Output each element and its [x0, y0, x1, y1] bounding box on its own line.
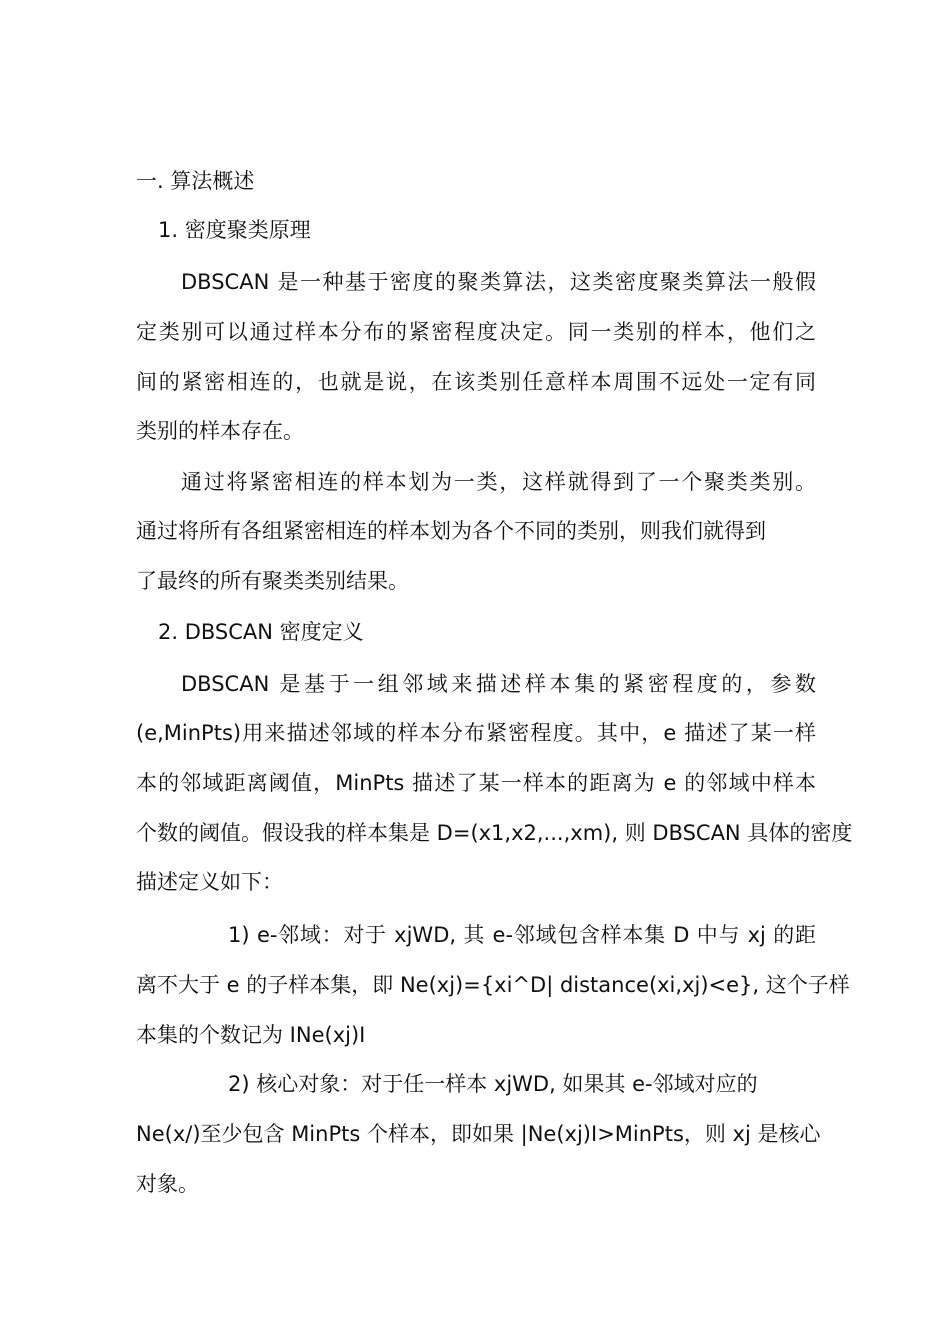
paragraph-line: (e,MinPts)用来描述邻域的样本分布紧密程度。其中，e 描述了某一样	[136, 721, 816, 745]
paragraph-line: DBSCAN 是基于一组邻域来描述样本集的紧密程度的，参数	[181, 672, 816, 696]
paragraph-line: 通过将紧密相连的样本划为一类，这样就得到了一个聚类类别。	[181, 470, 816, 494]
paragraph-line: 描述定义如下：	[136, 870, 283, 894]
paragraph-line: 个数的阈值。假设我的样本集是 D=(x1,x2,...,xm), 则 DBSCAN 具体的密度	[136, 821, 853, 845]
subsection-heading-density-clustering: 1. 密度聚类原理	[158, 218, 311, 242]
subsection-heading-dbscan-definition: 2. DBSCAN 密度定义	[158, 620, 364, 644]
paragraph-line: 离不大于 e 的子样本集，即 Ne(xj)={xi^D| distance(xi,xj)<e}, 这个子样	[136, 973, 850, 997]
paragraph-line: 本集的个数记为 INe(xj)I	[136, 1023, 366, 1047]
paragraph-line: 2) 核心对象：对于任一样本 xjWD, 如果其 e-邻域对应的	[228, 1072, 758, 1096]
paragraph-line: 本的邻域距离阈值，MinPts 描述了某一样本的距离为 e 的邻域中样本	[136, 771, 816, 795]
paragraph-line: 类别的样本存在。	[136, 419, 304, 443]
paragraph-line: 定类别可以通过样本分布的紧密程度决定。同一类别的样本，他们之	[136, 320, 816, 344]
paragraph-line: 通过将所有各组紧密相连的样本划为各个不同的类别，则我们就得到	[136, 519, 766, 543]
paragraph-line: Ne(x/)至少包含 MinPts 个样本，即如果 |Ne(xj)I>MinPts，则 xj 是核心	[136, 1122, 821, 1146]
section-heading: 一. 算法概述	[136, 169, 255, 193]
paragraph-line: 1) e-邻域：对于 xjWD, 其 e-邻域包含样本集 D 中与 xj 的距	[228, 923, 816, 947]
paragraph-line: 对象。	[136, 1172, 199, 1196]
paragraph-line: DBSCAN 是一种基于密度的聚类算法，这类密度聚类算法一般假	[181, 270, 816, 294]
paragraph-line: 了最终的所有聚类类别结果。	[136, 569, 409, 593]
paragraph-line: 间的紧密相连的，也就是说，在该类别任意样本周围不远处一定有同	[136, 370, 816, 394]
